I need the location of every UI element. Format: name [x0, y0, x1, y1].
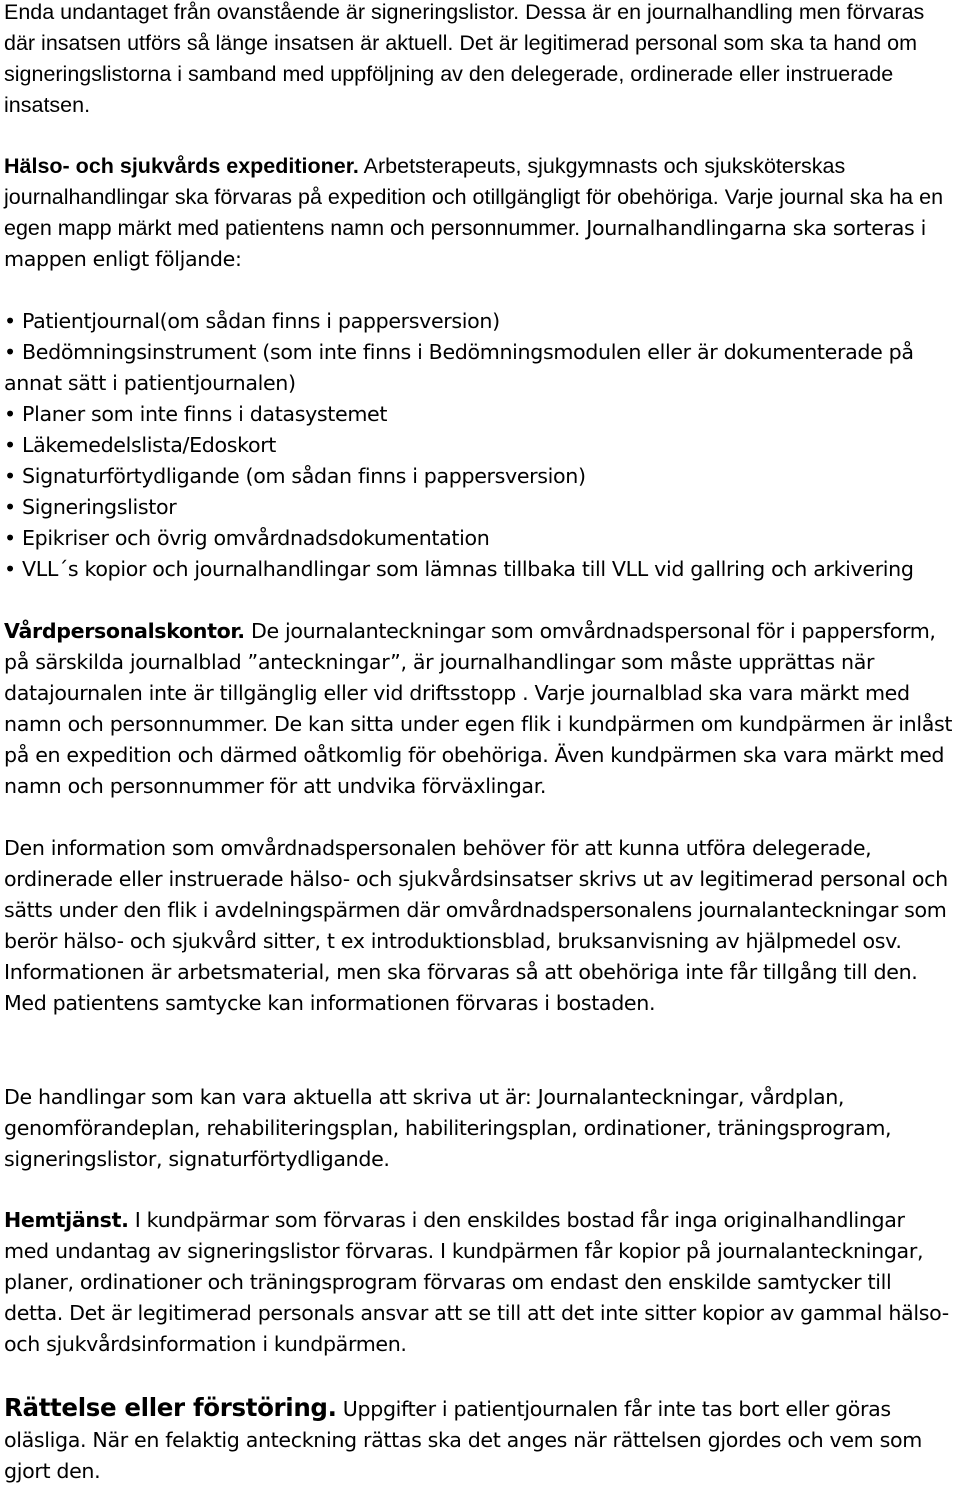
hemtjanst-text: I kundpärmar som förvaras i den enskildes bostad får inga originalhandlingar med undantag av signeringslistor förvaras. I kundpärmen får kopior på journalanteckningar, planer, ordinationer och träningsprogram förvaras om endast den enskilde samtycker till detta. Det är legitimerad personals ansvar att se till att det inte sitter kopior av gammal hälso- och sjukvårdsinformation i kundpärmen. — [4, 1208, 949, 1356]
information-paragraph — [4, 833, 954, 1019]
rattelse-text: Uppgifter i patientjournalen får inte tas bort eller göras oläsliga. När en felaktig anteckning rättas ska det anges när rättelsen gjordes och vem som gjort den. — [4, 1397, 922, 1483]
list-item-text: Läkemedelslista/Edoskort — [22, 433, 277, 457]
intro-text: Enda undantaget från ovanstående är signeringslistor. Dessa är en journalhandling men förvaras där insatsen utförs så länge insatsen är aktuell. Det är legitimerad personal som ska ta hand om signeringslistorna i samband med uppföljning av den delegerade, ordinerade eller instruerade insatsen. — [4, 0, 925, 117]
vardpersonal-text: De journalanteckningar som omvårdnadspersonal för i pappersform, på särskilda journalblad ”anteckningar”, är journalhandlingar som måste upprättas när datajournalen inte är tillgänglig eller vid driftsstopp . Varje journalblad ska vara märkt med namn och personnummer. De kan sitta under egen flik i kundpärmen om kundpärmen är inlåst på en expedition och därmed oåtkomlig för obehöriga. Även kundpärmen ska vara märkt med namn och personnummer för att undvika förväxlingar. — [4, 619, 953, 798]
intro-paragraph — [4, 0, 954, 121]
bullet-icon: • — [4, 433, 16, 457]
list-item — [4, 306, 954, 337]
list-item-text: Signaturförtydligande (om sådan finns i pappersversion) — [22, 464, 586, 488]
rattelse-paragraph — [4, 1392, 959, 1487]
handlingar-text: De handlingar som kan vara aktuella att skriva ut är: Journalanteckningar, vårdplan, genomförandeplan, rehabiliteringsplan, habiliteringsplan, ordinationer, träningsprogram, signeringslistor, signaturförtydligande. — [4, 1085, 892, 1171]
rattelse-heading: Rättelse eller förstöring. — [4, 1393, 337, 1422]
halso-heading: Hälso- och sjukvårds expeditioner. — [4, 154, 359, 178]
list-item-text: Planer som inte finns i datasystemet — [22, 402, 388, 426]
list-item-text: Signeringslistor — [22, 495, 177, 519]
halso-text-a: Arbetsterapeuts, sjukgymnasts och sjuksköterskas journalhandlingar ska förvaras på expedition och otillgängligt för obehöriga. Varje journal ska ha en egen mapp märkt med patientens namn och personnummer. — [4, 154, 944, 240]
halso-text-b: Journalhandlingarna ska sorteras i mappen enligt följande: — [4, 216, 926, 271]
list-item — [4, 523, 954, 554]
bullet-icon: • — [4, 309, 16, 333]
list-item-text: Patientjournal(om sådan finns i pappersversion) — [22, 309, 500, 333]
list-item — [4, 461, 954, 492]
hemtjanst-heading: Hemtjänst. — [4, 1208, 129, 1232]
information-text: Den information som omvårdnadspersonalen behöver för att kunna utföra delegerade, ordinerade eller instruerade hälso- och sjukvårdsinsatser skrivs ut av legitimerad personal och sätts under den flik i avdelningspärmen där omvårdnadspersonalens journalanteckningar som berör hälso- och sjukvård sitter, t ex introduktionsblad, bruksanvisning av hjälpmedel osv. Informationen är arbetsmaterial, men ska förvaras så att obehöriga inte får tillgång till den. Med patientens samtycke kan informationen förvaras i bostaden. — [4, 836, 948, 1015]
list-item-text: Bedömningsinstrument (som inte finns i Bedömningsmodulen eller är dokumenterade på annat sätt i patientjournalen) — [4, 340, 914, 395]
list-item — [4, 399, 954, 430]
bullet-icon: • — [4, 464, 16, 488]
list-item-text: Epikriser och övrig omvårdnadsdokumentation — [22, 526, 490, 550]
bullet-icon: • — [4, 557, 16, 581]
list-item-text: VLL´s kopior och journalhandlingar som lämnas tillbaka till VLL vid gallring och arkivering — [22, 557, 914, 581]
bullet-icon: • — [4, 402, 16, 426]
handlingar-paragraph — [4, 1082, 954, 1175]
hemtjanst-paragraph — [4, 1205, 954, 1360]
list-item — [4, 430, 954, 461]
journal-sort-list — [4, 306, 954, 585]
list-item — [4, 492, 954, 523]
bullet-icon: • — [4, 526, 16, 550]
halso-paragraph — [4, 151, 954, 275]
vardpersonal-heading: Vårdpersonalskontor. — [4, 619, 245, 643]
vardpersonal-paragraph — [4, 616, 954, 802]
bullet-icon: • — [4, 495, 16, 519]
list-item — [4, 554, 954, 585]
list-item — [4, 337, 954, 399]
bullet-icon: • — [4, 340, 16, 364]
